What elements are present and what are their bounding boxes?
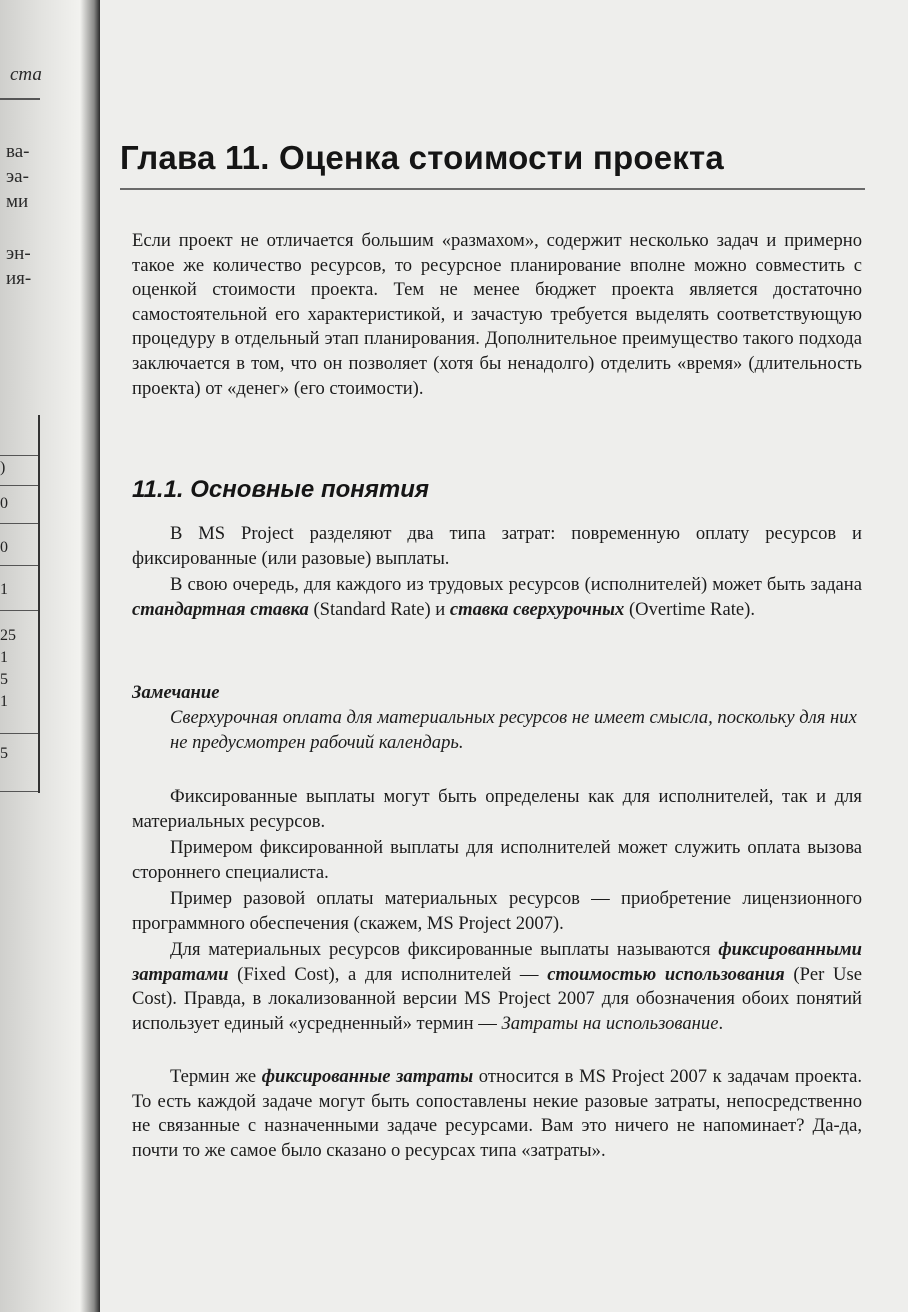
gutter-fragment: ста bbox=[10, 64, 42, 85]
paragraph-rates bbox=[132, 573, 862, 622]
gutter-fragment: ми bbox=[6, 191, 29, 212]
gutter-table-cell: ) bbox=[0, 459, 6, 476]
paragraph-fixed-cost bbox=[132, 938, 862, 1036]
gutter-table-cell: 0 bbox=[0, 495, 8, 512]
text-run: (Standard Rate) и bbox=[308, 598, 450, 620]
gutter-table-line bbox=[0, 733, 38, 734]
term-fixed-cost: фиксированными затратами bbox=[132, 939, 862, 985]
gutter-table-cell: 1 bbox=[0, 581, 8, 598]
gutter-table-cell: 1 bbox=[0, 649, 8, 666]
gutter-table-line bbox=[0, 485, 38, 486]
paragraph-task-fixed-costs bbox=[132, 1065, 862, 1163]
gutter-table-line bbox=[0, 455, 38, 456]
gutter-fragment: эн- bbox=[6, 243, 31, 264]
gutter-rule bbox=[0, 98, 40, 100]
gutter-fragment: ия- bbox=[6, 268, 32, 289]
text-run: Для материальных ресурсов фиксированные выплаты называются bbox=[170, 939, 719, 960]
gutter-table-cell: 25 bbox=[0, 627, 16, 644]
text-run: (Overtime Rate). bbox=[624, 598, 755, 620]
gutter-table-line bbox=[0, 791, 38, 792]
note-heading: Замечание bbox=[132, 682, 220, 703]
gutter-fragment: ва- bbox=[6, 141, 30, 162]
paragraph-example-materials: Пример разовой оплаты материальных ресурсов — приобретение лицензионного программного обеспечения (скажем, MS Project 2007). bbox=[132, 888, 862, 934]
paragraph-example-executors: Примером фиксированной выплаты для исполнителей может служить оплата вызова стороннего специалиста. bbox=[132, 837, 862, 883]
gutter-fragment: эа- bbox=[6, 166, 29, 187]
gutter-table-cell: 5 bbox=[0, 745, 8, 762]
facing-page-gutter bbox=[0, 0, 100, 1312]
section-title: 11.1. Основные понятия bbox=[132, 476, 430, 503]
intro-paragraph: Если проект не отличается большим «размахом», содержит несколько задач и примерно такое же количество ресурсов, то ресурсное планирование вполне можно совместить с оценкой стоимости проекта. Тем не менее бюджет проекта является достаточно самостоятельной его характеристикой, и зачастую требуется выделять соответствующую процедуру в отдельный этап планирования. Дополнительное преимущество такого подхода заключается в том, что он позволяет (хотя бы ненадолго) отделить «время» (длительность проекта) от «денег» (его стоимости). bbox=[132, 230, 862, 399]
gutter-table-cell: 5 bbox=[0, 671, 8, 688]
gutter-table-cell: 1 bbox=[0, 693, 8, 710]
text-run: (Fixed Cost), а для исполнителей — bbox=[228, 963, 548, 985]
term-per-use-cost: стоимостью использования bbox=[547, 963, 785, 985]
term-fixed-costs: фиксированные затраты bbox=[261, 1066, 474, 1087]
gutter-table-line bbox=[0, 610, 38, 611]
text-run: (Per Use Cost). Правда, в локализованной версии MS Project 2007 для обозначения обоих понятий использует единый «усредненный» термин — bbox=[132, 963, 862, 1034]
note-body: Сверхурочная оплата для материальных ресурсов не имеет смысла, поскольку для них не предусмотрен рабочий календарь. bbox=[170, 707, 857, 753]
text-run: В свою очередь, для каждого из трудовых ресурсов (исполнителей) может быть задана bbox=[170, 574, 862, 595]
paragraph-fixed-payments: Фиксированные выплаты могут быть определены как для исполнителей, так и для материальных ресурсов. bbox=[132, 786, 862, 832]
term-standard-rate: стандартная ставка bbox=[132, 598, 309, 620]
chapter-title: Глава 11. Оценка стоимости проекта bbox=[120, 139, 724, 176]
gutter-table-line bbox=[0, 523, 38, 524]
gutter-table-line bbox=[0, 565, 38, 566]
title-rule bbox=[120, 188, 865, 190]
term-overtime-rate: ставка сверхурочных bbox=[449, 598, 625, 620]
book-page bbox=[120, 0, 875, 1312]
text-run: относится в MS Project 2007 к задачам проекта. То есть каждой задаче могут быть сопоставлены некие разовые затраты, непосредственно не связанные с назначенными задаче ресурсами. Вам это ничего не напоминает? Да-да, почти то же самое было сказано о ресурсах типа «затраты». bbox=[132, 1066, 862, 1161]
gutter-table bbox=[0, 415, 40, 793]
text-run: Термин же bbox=[170, 1066, 262, 1087]
term-usage-cost-ru: Затраты на использование bbox=[501, 1012, 719, 1034]
gutter-table-cell: 0 bbox=[0, 539, 8, 556]
text-run: . bbox=[718, 1012, 724, 1034]
paragraph-cost-types: В MS Project разделяют два типа затрат: повременную оплату ресурсов и фиксированные (или разовые) выплаты. bbox=[132, 523, 862, 569]
